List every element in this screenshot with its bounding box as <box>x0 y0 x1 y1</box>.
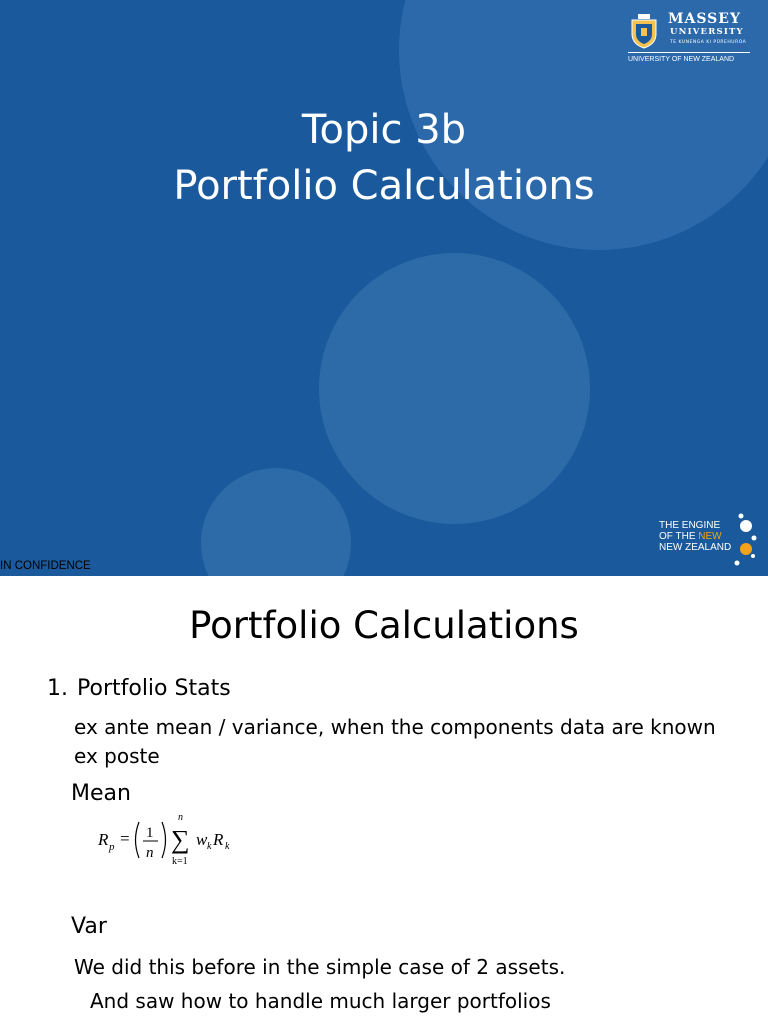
formula-numerator: 1 <box>146 825 154 841</box>
formula-weight-sub: k <box>207 841 212 852</box>
slide-heading: Portfolio Calculations <box>189 604 579 647</box>
mean-formula <box>96 808 246 870</box>
logo-country: UNIVERSITY OF NEW ZEALAND <box>628 56 735 63</box>
decor-circle-center <box>319 253 590 524</box>
formula-sum-upper: n <box>178 812 183 823</box>
formula-return: R <box>213 830 224 849</box>
formula-left-paren <box>136 822 140 858</box>
list-item-number: 1. <box>47 676 68 701</box>
var-heading: Var <box>71 914 107 939</box>
var-text-two-assets: We did this before in the simple case of 2 assets. <box>74 955 566 979</box>
logo-maori-text: TE KUNENGA KI PŪREHUROA <box>670 40 747 45</box>
slide-title-topic: Topic 3b <box>301 107 467 153</box>
list-item-label: Portfolio Stats <box>77 676 231 701</box>
tagline-line3: NEW ZEALAND <box>659 542 732 553</box>
formula-lhs-sub: p <box>109 841 115 853</box>
formula-right-paren <box>162 822 166 858</box>
tagline-line2 <box>659 531 731 542</box>
mean-heading: Mean <box>71 781 131 806</box>
tagline-line1: THE ENGINE <box>659 520 721 531</box>
classification-label: IN CONFIDENCE <box>0 560 91 572</box>
tagline-new: NEW <box>698 531 722 542</box>
sub-item-ex-poste: ex poste <box>74 744 160 768</box>
logo-divider <box>628 52 750 53</box>
tagline-of-the: OF THE <box>659 531 699 542</box>
massey-logo <box>626 10 756 66</box>
formula-sum-lower: k=1 <box>172 856 188 867</box>
formula-lhs: R <box>98 830 109 849</box>
decor-circle-bottom <box>201 468 351 576</box>
formula-equals: = <box>120 829 130 848</box>
formula-return-sub: k <box>225 841 230 852</box>
formula-sum-sign: ∑ <box>171 825 190 854</box>
slide-title-subject: Portfolio Calculations <box>173 163 595 209</box>
var-text-larger-portfolios: And saw how to handle much larger portfolios <box>90 989 551 1013</box>
engine-tagline <box>659 520 731 553</box>
formula-weight: w <box>196 830 208 849</box>
engine-dots-icon <box>730 512 760 568</box>
logo-name: MASSEY <box>668 11 741 27</box>
sub-item-ex-ante: ex ante mean / variance, when the components data are known <box>74 715 716 739</box>
formula-denominator: n <box>146 845 154 861</box>
logo-university: UNIVERSITY <box>670 27 744 37</box>
list-item-portfolio-stats <box>47 675 231 703</box>
content-slide <box>0 576 768 1024</box>
crest-icon <box>628 12 660 50</box>
